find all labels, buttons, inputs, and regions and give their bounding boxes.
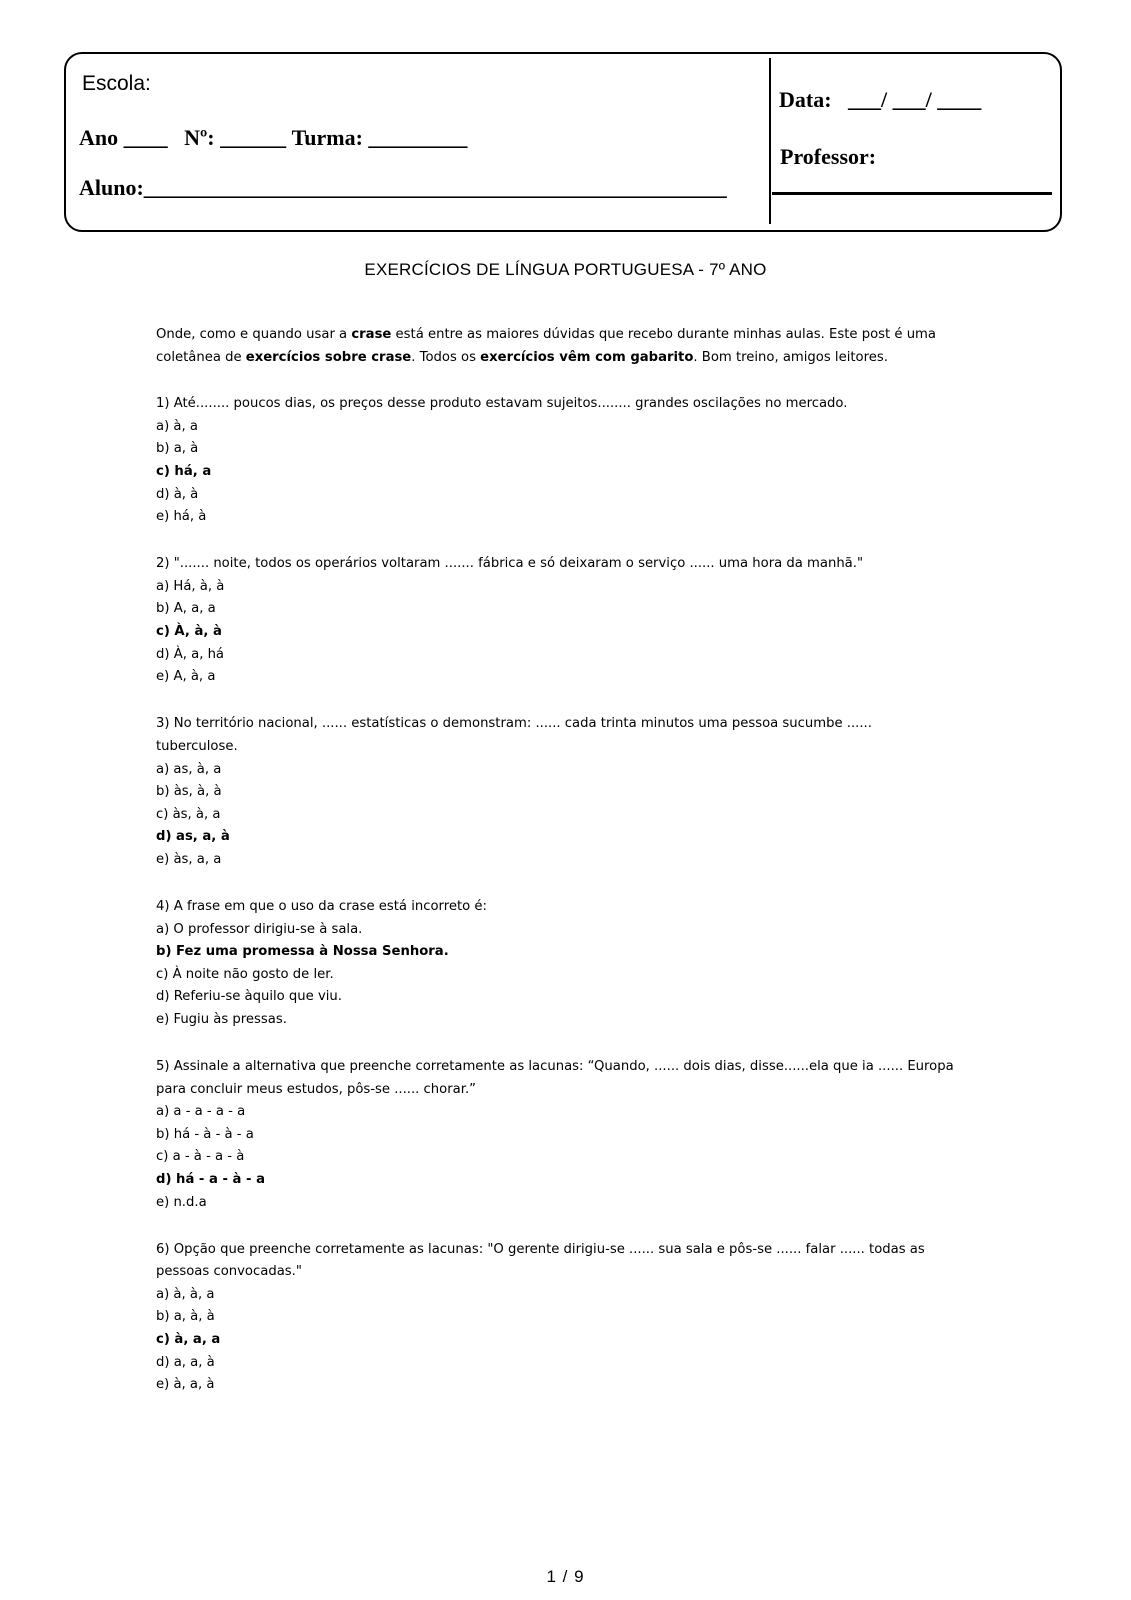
header-box xyxy=(64,52,1062,232)
page-title: EXERCÍCIOS DE LÍNGUA PORTUGUESA - 7º ANO xyxy=(364,260,767,279)
option-e: e) n.d.a xyxy=(156,1194,207,1210)
data-label: Data: xyxy=(779,87,832,112)
option-a: a) à, a xyxy=(156,418,198,434)
option-a: a) a - a - a - a xyxy=(156,1104,246,1120)
professor-line[interactable] xyxy=(772,192,1052,195)
option-c: c) a - à - a - à xyxy=(156,1149,245,1165)
option-d: d) À, a, há xyxy=(156,646,225,662)
question-3 xyxy=(156,713,956,871)
data-field[interactable]: ___/ ___/ ____ xyxy=(848,87,982,112)
option-e: e) Fugiu às pressas. xyxy=(156,1011,287,1027)
question-text: 5) Assinale a alternativa que preenche corretamente as lacunas: “Quando, ...... dois dias, disse......ela que ia ...... Europa para concluir meus estudos, pôs-se ...... chorar.” xyxy=(156,1059,954,1097)
header-divider xyxy=(769,58,771,224)
question-text: 1) Até........ poucos dias, os preços desse produto estavam sujeitos........ grandes oscilações no mercado. xyxy=(156,396,848,412)
intro-text-1: Onde, como e quando usar a xyxy=(156,327,352,342)
option-e: e) há, à xyxy=(156,509,207,525)
question-text: 3) No território nacional, ...... estatísticas o demonstram: ...... cada trinta minutos uma pessoa sucumbe ...... tuberculose. xyxy=(156,716,872,754)
option-b: b) há - à - à - a xyxy=(156,1126,254,1142)
option-e: e) às, a, a xyxy=(156,851,222,867)
exercise-content xyxy=(156,324,956,1421)
option-b: b) a, à xyxy=(156,441,199,457)
question-text: 2) "....... noite, todos os operários voltaram ....... fábrica e só deixaram o serviço ...... uma hora da manhã." xyxy=(156,556,864,572)
option-e: e) A, à, a xyxy=(156,669,216,685)
question-4 xyxy=(156,896,956,1032)
option-b: b) às, à, à xyxy=(156,784,222,800)
option-d: d) a, a, à xyxy=(156,1354,215,1370)
option-a: a) as, à, a xyxy=(156,761,222,777)
turma-field[interactable]: Turma: _________ xyxy=(291,125,468,150)
intro-paragraph xyxy=(156,324,956,369)
intro-bold-1: crase xyxy=(351,327,392,342)
question-text: 4) A frase em que o uso da crase está incorreto é: xyxy=(156,898,487,914)
intro-bold-2: exercícios sobre crase xyxy=(245,349,412,365)
data-line xyxy=(779,87,981,113)
option-d-correct: d) as, a, à xyxy=(156,829,230,845)
aluno-field[interactable]: _____________________________________________________ xyxy=(143,175,727,200)
escola-label: Escola: xyxy=(82,72,151,95)
intro-bold-3: exercícios vêm com gabarito xyxy=(480,349,694,365)
intro-text-4: . Bom treino, amigos leitores. xyxy=(693,349,888,365)
option-b: b) a, à, à xyxy=(156,1309,215,1325)
option-c-correct: c) há, a xyxy=(156,463,212,479)
page-number: 1 / 9 xyxy=(546,1567,585,1586)
option-a: a) à, à, a xyxy=(156,1286,215,1302)
question-text: 6) Opção que preenche corretamente as lacunas: "O gerente dirigiu-se ...... sua sala e pôs-se ...... falar ...... todas as pessoas convocadas." xyxy=(156,1241,925,1280)
aluno-label: Aluno: xyxy=(79,175,144,200)
question-6 xyxy=(156,1239,956,1397)
option-a: a) O professor dirigiu-se à sala. xyxy=(156,921,363,937)
option-d: d) Referiu-se àquilo que viu. xyxy=(156,989,342,1005)
option-c-correct: c) À, à, à xyxy=(156,624,222,640)
option-a: a) Há, à, à xyxy=(156,578,225,594)
aluno-line xyxy=(79,175,727,201)
question-1 xyxy=(156,393,956,529)
ano-numero-turma-line xyxy=(79,125,467,151)
option-b: b) A, a, a xyxy=(156,601,216,617)
question-2 xyxy=(156,553,956,689)
option-c: c) À noite não gosto de ler. xyxy=(156,966,334,982)
question-5 xyxy=(156,1056,956,1214)
option-e: e) à, a, à xyxy=(156,1377,215,1393)
professor-label: Professor: xyxy=(780,144,877,169)
option-b-correct: b) Fez uma promessa à Nossa Senhora. xyxy=(156,944,449,960)
option-d-correct: d) há - a - à - a xyxy=(156,1172,266,1187)
ano-field[interactable]: Ano ____ xyxy=(79,125,168,150)
option-d: d) à, à xyxy=(156,486,199,502)
numero-field[interactable]: Nº: ______ xyxy=(184,125,287,150)
intro-text-2: está entre as maiores dúvidas que recebo durante minhas aulas. Este post é uma coletânea de xyxy=(156,327,936,365)
option-c: c) às, à, a xyxy=(156,806,221,822)
intro-text-3: . Todos os xyxy=(411,349,481,365)
option-c-correct: c) à, a, a xyxy=(156,1332,221,1348)
